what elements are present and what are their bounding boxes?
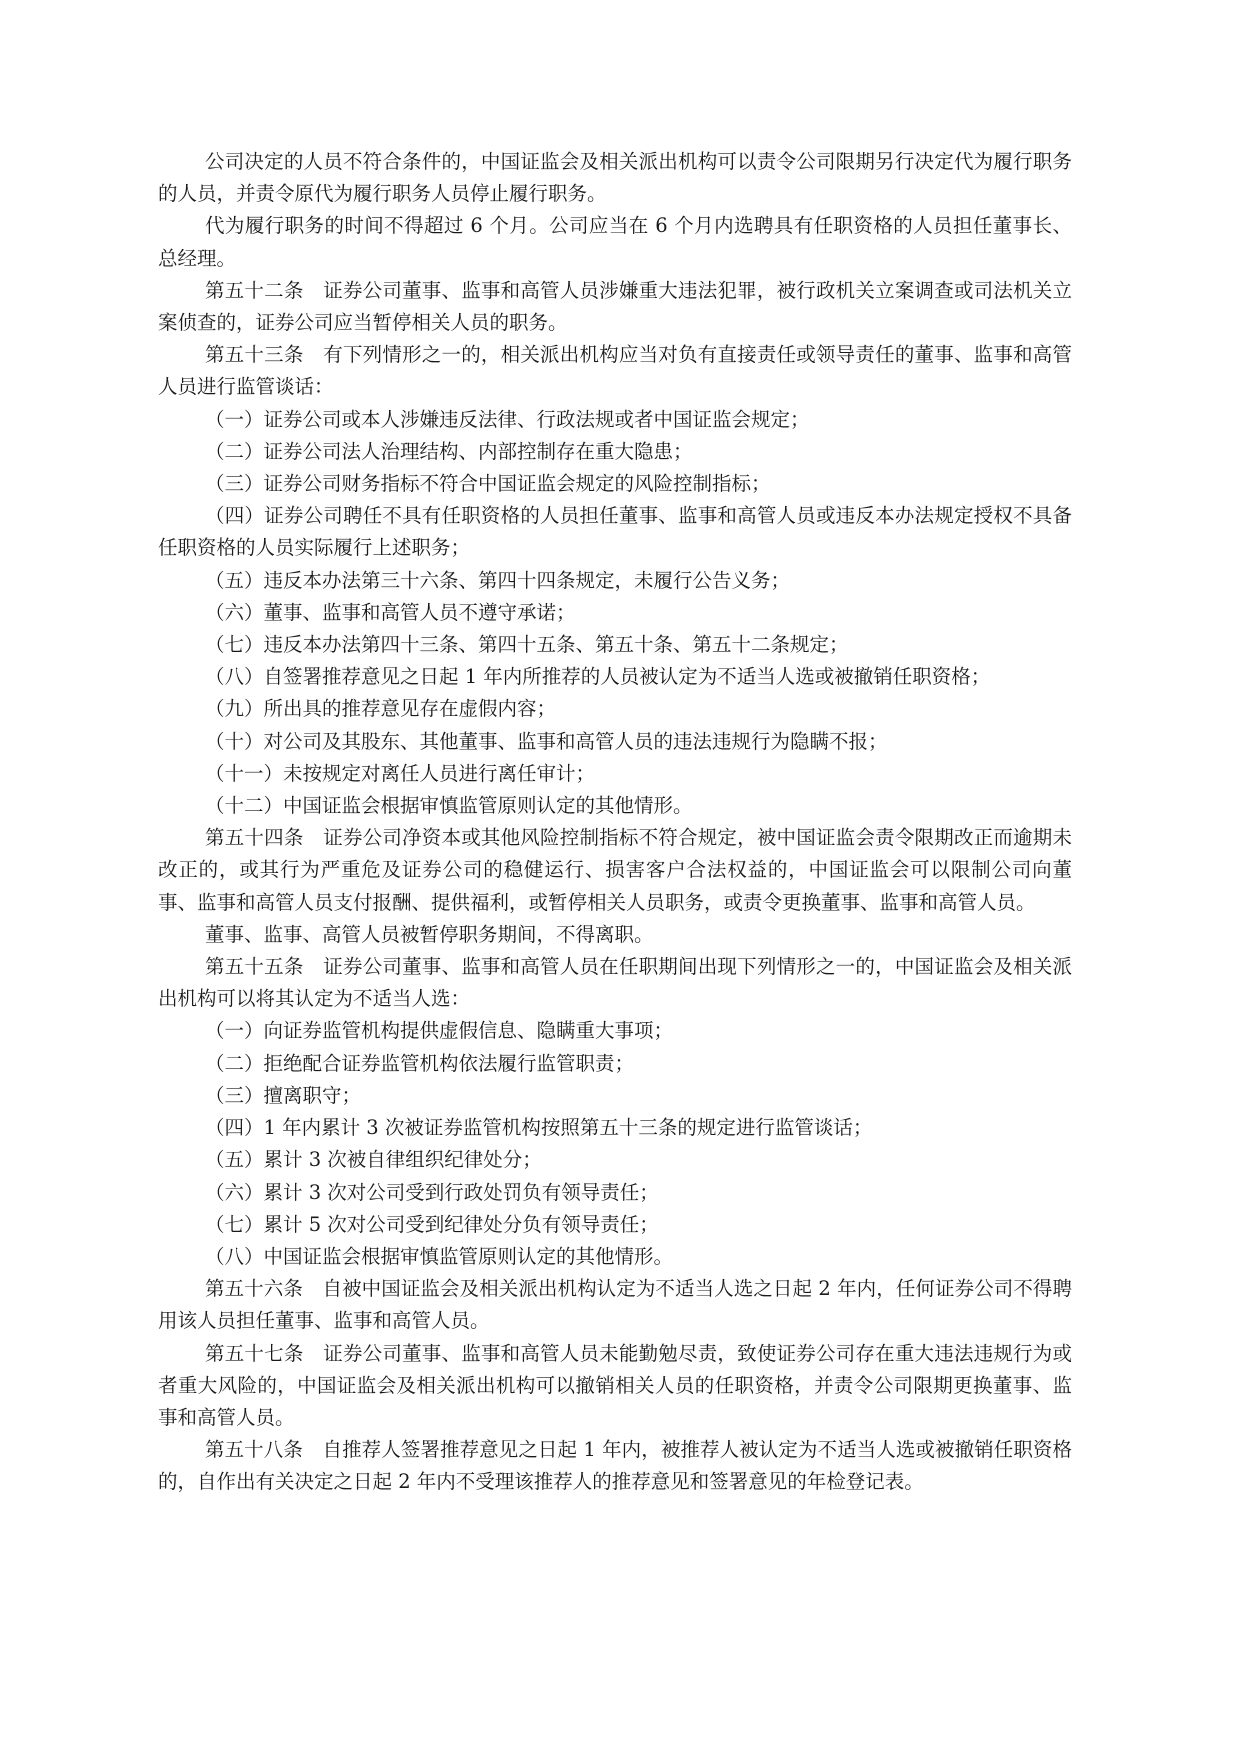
article-53-item-3: （三）证券公司财务指标不符合中国证监会规定的风险控制指标； [205,472,771,496]
article-57: 第五十七条 证券公司董事、监事和高管人员未能勤勉尽责，致使证券公司存在重大违法违规行为或者重大风险的，中国证监会及相关派出机构可以撤销相关人员的任职资格，并责令公司限期更换董事、监事和高管人员。 [158,1341,1072,1429]
article-53-item-9: （九）所出具的推荐意见存在虚假内容； [205,697,557,721]
article-53-item-7: （七）违反本办法第四十三条、第四十五条、第五十条、第五十二条规定； [205,633,849,657]
article-55-item-6: （六）累计 3 次对公司受到行政处罚负有领导责任； [205,1180,659,1204]
article-55-item-5: （五）累计 3 次被自律组织纪律处分； [205,1148,542,1172]
article-55-item-1: （一）向证券监管机构提供虚假信息、隐瞒重大事项； [205,1019,674,1043]
paragraph-2: 代为履行职务的时间不得超过 6 个月。公司应当在 6 个月内选聘具有任职资格的人员担任董事长、总经理。 [158,214,1072,270]
article-55-item-8: （八）中国证监会根据审慎监管原则认定的其他情形。 [205,1244,674,1268]
article-53-item-6: （六）董事、监事和高管人员不遵守承诺； [205,600,576,624]
article-55-item-7: （七）累计 5 次对公司受到纪律处分负有领导责任； [205,1212,659,1236]
article-53-item-1: （一）证券公司或本人涉嫌违反法律、行政法规或者中国证监会规定； [205,407,810,431]
document-page [158,146,1072,1499]
article-53: 第五十三条 有下列情形之一的，相关派出机构应当对负有直接责任或领导责任的董事、监事和高管人员进行监管谈话： [158,343,1072,399]
article-56: 第五十六条 自被中国证监会及相关派出机构认定为不适当人选之日起 2 年内，任何证券公司不得聘用该人员担任董事、监事和高管人员。 [158,1277,1072,1333]
article-53-item-10: （十）对公司及其股东、其他董事、监事和高管人员的违法违规行为隐瞒不报； [205,729,888,753]
article-53-item-5: （五）违反本办法第三十六条、第四十四条规定，未履行公告义务； [205,568,791,592]
article-55: 第五十五条 证券公司董事、监事和高管人员在任职期间出现下列情形之一的，中国证监会及相关派出机构可以将其认定为不适当人选： [158,955,1072,1011]
article-53-item-2: （二）证券公司法人治理结构、内部控制存在重大隐患； [205,439,693,463]
article-58: 第五十八条 自推荐人签署推荐意见之日起 1 年内，被推荐人被认定为不适当人选或被撤销任职资格的，自作出有关决定之日起 2 年内不受理该推荐人的推荐意见和签署意见的年检登记表。 [158,1438,1072,1494]
article-54: 第五十四条 证券公司净资本或其他风险控制指标不符合规定，被中国证监会责令限期改正而逾期未改正的，或其行为严重危及证券公司的稳健运行、损害客户合法权益的，中国证监会可以限制公司向董事、监事和高管人员支付报酬、提供福利，或暂停相关人员职务，或责令更换董事、监事和高管人员。 [158,826,1072,914]
article-52: 第五十二条 证券公司董事、监事和高管人员涉嫌重大违法犯罪，被行政机关立案调查或司法机关立案侦查的，证券公司应当暂停相关人员的职务。 [158,278,1072,335]
article-53-item-8: （八）自签署推荐意见之日起 1 年内所推荐的人员被认定为不适当人选或被撤销任职资格； [205,665,991,689]
article-55-item-2: （二）拒绝配合证券监管机构依法履行监管职责； [205,1051,635,1075]
article-54-note: 董事、监事、高管人员被暂停职务期间，不得离职。 [205,922,654,946]
paragraph-1: 公司决定的人员不符合条件的，中国证监会及相关派出机构可以责令公司限期另行决定代为履行职务的人员，并责令原代为履行职务人员停止履行职务。 [158,150,1072,206]
article-55-item-4: （四）1 年内累计 3 次被证券监管机构按照第五十三条的规定进行监管谈话； [205,1116,873,1140]
article-53-item-11: （十一）未按规定对离任人员进行离任审计； [205,761,596,785]
article-53-item-12: （十二）中国证监会根据审慎监管原则认定的其他情形。 [205,794,693,818]
article-53-item-4: （四）证券公司聘任不具有任职资格的人员担任董事、监事和高管人员或违反本办法规定授权不具备任职资格的人员实际履行上述职务； [158,504,1072,560]
article-55-item-3: （三）擅离职守； [205,1083,362,1107]
